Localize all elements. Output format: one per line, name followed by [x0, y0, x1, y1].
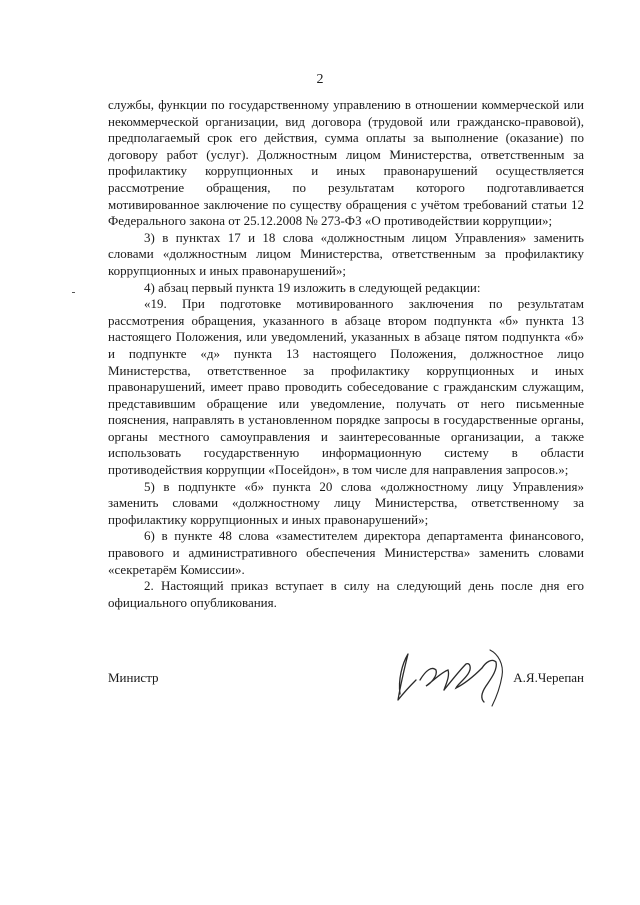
- signature-block: [108, 640, 584, 710]
- signer-name: А.Я.Черепан: [513, 670, 584, 685]
- margin-mark: [72, 292, 75, 293]
- paragraph-effective-date: 2. Настоящий приказ вступает в силу на следующий день после дня его официального опубликования.: [108, 578, 584, 610]
- paragraph-item-4: 4) абзац первый пункта 19 изложить в следующей редакции:: [144, 279, 481, 295]
- signer-position: Министр: [108, 670, 159, 685]
- paragraph-item-6: 6) в пункте 48 слова «заместителем директора департамента финансового, правового и административного обеспечения Министерства» заменить словами «секретарём Комиссии».: [108, 528, 584, 577]
- handwritten-signature: [386, 640, 526, 710]
- document-body: [108, 97, 584, 611]
- paragraph-item-19-quote: «19. При подготовке мотивированного заключения по результатам рассмотрения обращения, указанного в абзаце втором подпункта «б» пункта 13 настоящего Положения, или уведомлений, указанных в абзаце пятом подпункта «б» и подпункте «д» пункта 13 настоящего Положения, должностное лицо Министерства, ответственное за профилактику коррупционных и иных правонарушений, имеет право проводить собеседование с гражданским служащим, представившим обращение или уведомление, получать от него письменные пояснения, направлять в установленном порядке запросы в государственные органы, органы местного самоуправления и заинтересованные организации, а также использовать государственную информационную систему в области противодействия коррупции «Посейдон», в том числе для направления запросов.»;: [108, 296, 584, 478]
- paragraph-continuation: службы, функции по государственному управлению в отношении коммерческой или некоммерческой организации, вид договора (трудовой или гражданско-правовой), предполагаемый срок его действия, сумма оплаты за выполнение (оказание) по договору работ (услуг). Должностным лицом Министерства, ответственным за профилактику коррупционных и иных правонарушений осуществляется рассмотрение обращения, по результатам которого подготавливается мотивированное заключение по существу обращения с учётом требований статьи 12 Федерального закона от 25.12.2008 № 273-ФЗ «О противодействии коррупции»;: [108, 97, 584, 229]
- paragraph-item-3: 3) в пунктах 17 и 18 слова «должностным лицом Управления» заменить словами «должностным лицом Министерства, ответственным за профилактику коррупционных и иных правонарушений»;: [108, 229, 584, 278]
- page-number: 2: [316, 72, 324, 87]
- paragraph-item-5: 5) в подпункте «б» пункта 20 слова «должностному лицу Управления» заменить словами «должностному лицу Министерства, ответственному за профилактику коррупционных и иных правонарушений»;: [108, 478, 584, 527]
